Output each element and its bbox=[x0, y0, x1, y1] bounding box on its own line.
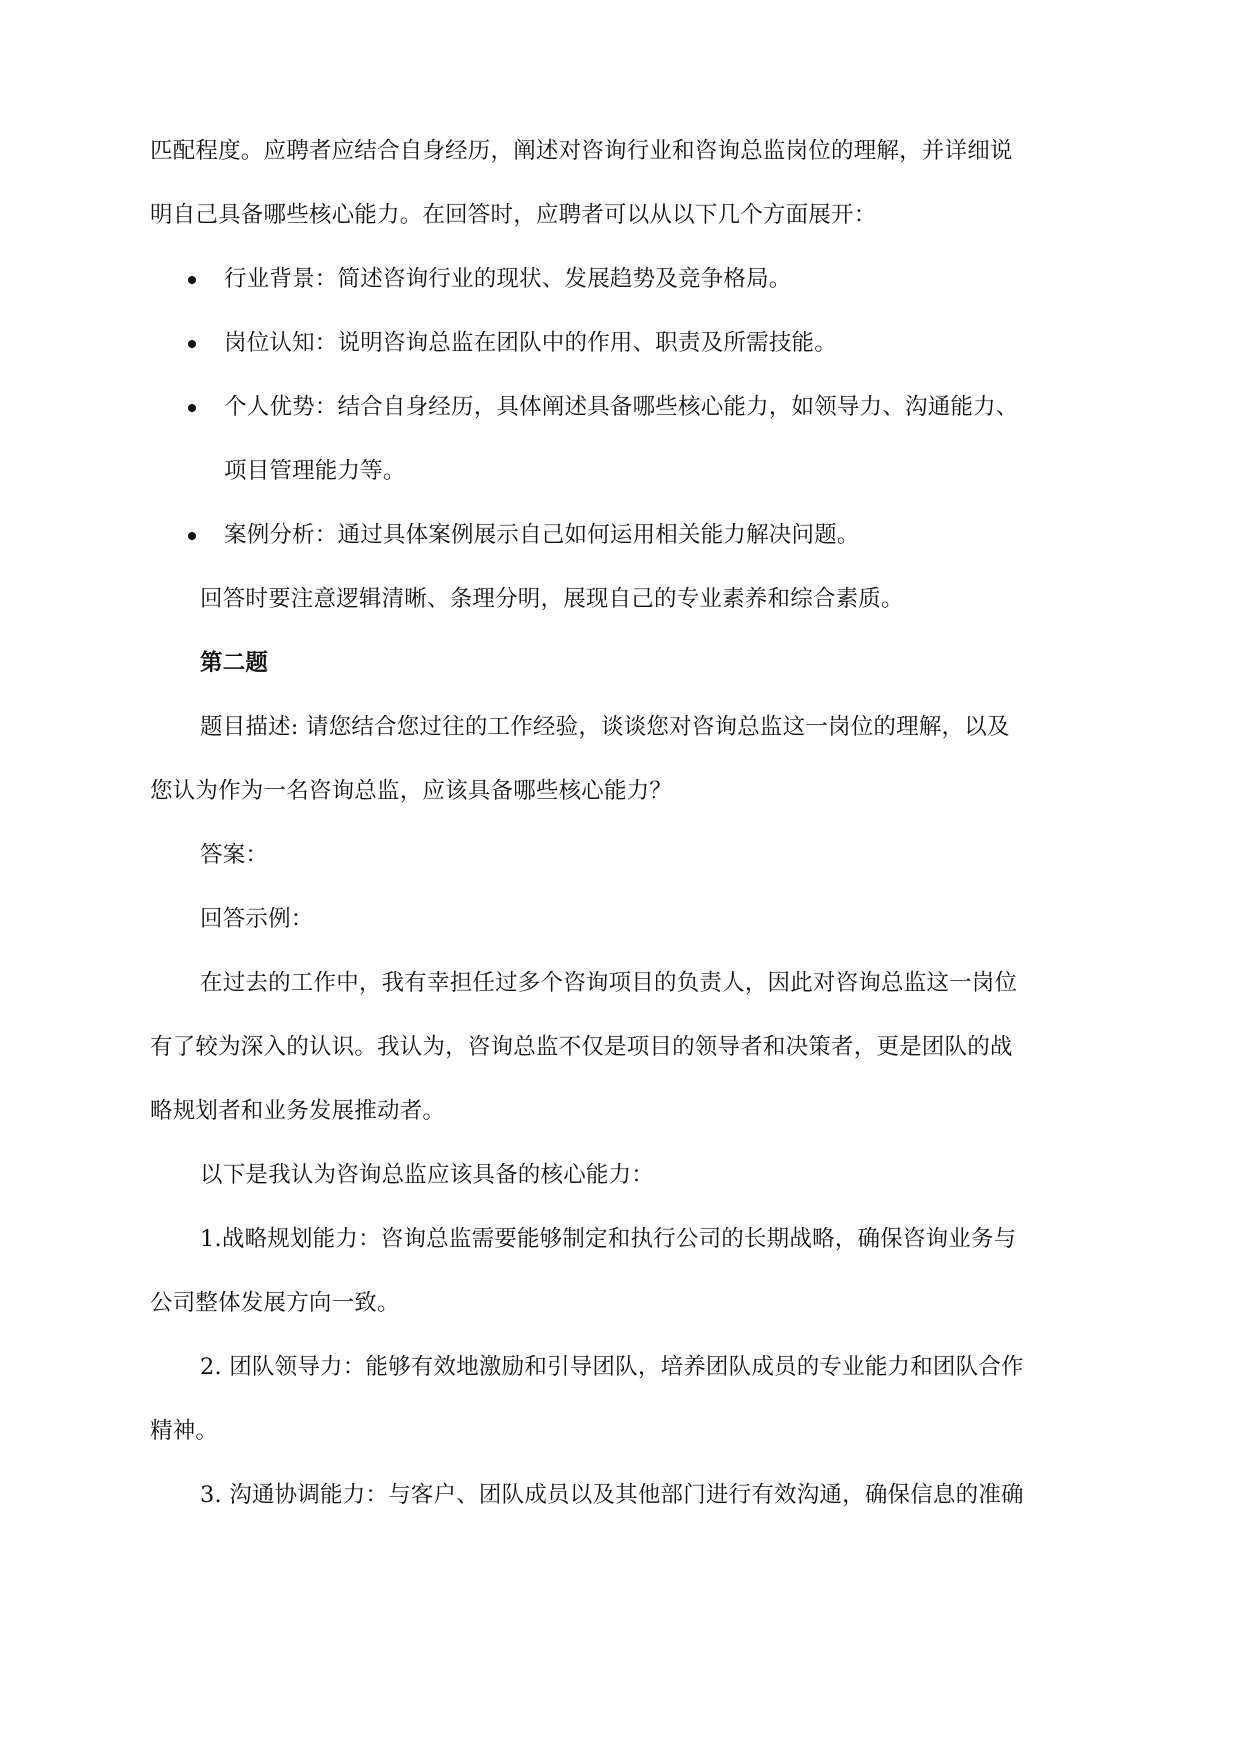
section-heading: 第二题 bbox=[200, 650, 269, 676]
summary-paragraph: 回答时要注意逻辑清晰、条理分明，展现自己的专业素养和综合素质。 bbox=[200, 586, 904, 612]
question-line-1: 题目描述: 请您结合您过往的工作经验，谈谈您对咨询总监这一岗位的理解，以及 bbox=[200, 714, 1010, 740]
example-paragraph-line-1: 在过去的工作中，我有幸担任过多个咨询项目的负责人，因此对咨询总监这一岗位 bbox=[200, 970, 1018, 996]
bullet-item-position-awareness: 岗位认知：说明咨询总监在团队中的作用、职责及所需技能。 bbox=[224, 330, 837, 356]
bullet-icon bbox=[188, 404, 196, 412]
ability-item-communication-line-1: 3. 沟通协调能力：与客户、团队成员以及其他部门进行有效沟通，确保信息的准确 bbox=[200, 1482, 1024, 1508]
answer-label: 答案： bbox=[200, 842, 269, 868]
bullet-item-personal-strengths-line-1: 个人优势：结合自身经历，具体阐述具备哪些核心能力，如领导力、沟通能力、 bbox=[224, 394, 1019, 420]
ability-item-strategic-planning-line-1: 1.战略规划能力：咨询总监需要能够制定和执行公司的长期战略，确保咨询业务与 bbox=[200, 1226, 1017, 1252]
ability-item-team-leadership-line-2: 精神。 bbox=[150, 1418, 219, 1444]
bullet-icon bbox=[188, 532, 196, 540]
intro-paragraph-line-1: 匹配程度。应聘者应结合自身经历，阐述对咨询行业和咨询总监岗位的理解，并详细说 bbox=[150, 138, 1013, 164]
bullet-item-industry-background: 行业背景：简述咨询行业的现状、发展趋势及竞争格局。 bbox=[224, 266, 792, 292]
bullet-icon bbox=[188, 340, 196, 348]
question-line-2: 您认为作为一名咨询总监，应该具备哪些核心能力？ bbox=[150, 778, 673, 804]
example-paragraph-line-2: 有了较为深入的认识。我认为，咨询总监不仅是项目的领导者和决策者，更是团队的战 bbox=[150, 1034, 1013, 1060]
abilities-intro: 以下是我认为咨询总监应该具备的核心能力： bbox=[200, 1162, 655, 1188]
example-paragraph-line-3: 略规划者和业务发展推动者。 bbox=[150, 1098, 446, 1124]
ability-item-strategic-planning-line-2: 公司整体发展方向一致。 bbox=[150, 1290, 400, 1316]
ability-item-team-leadership-line-1: 2. 团队领导力：能够有效地激励和引导团队，培养团队成员的专业能力和团队合作 bbox=[200, 1354, 1024, 1380]
example-label: 回答示例： bbox=[200, 906, 314, 932]
bullet-item-case-analysis: 案例分析：通过具体案例展示自己如何运用相关能力解决问题。 bbox=[224, 522, 860, 548]
bullet-item-personal-strengths-line-2: 项目管理能力等。 bbox=[224, 458, 406, 484]
bullet-icon bbox=[188, 276, 196, 284]
intro-paragraph-line-2: 明自己具备哪些核心能力。在回答时，应聘者可以从以下几个方面展开： bbox=[150, 202, 877, 228]
